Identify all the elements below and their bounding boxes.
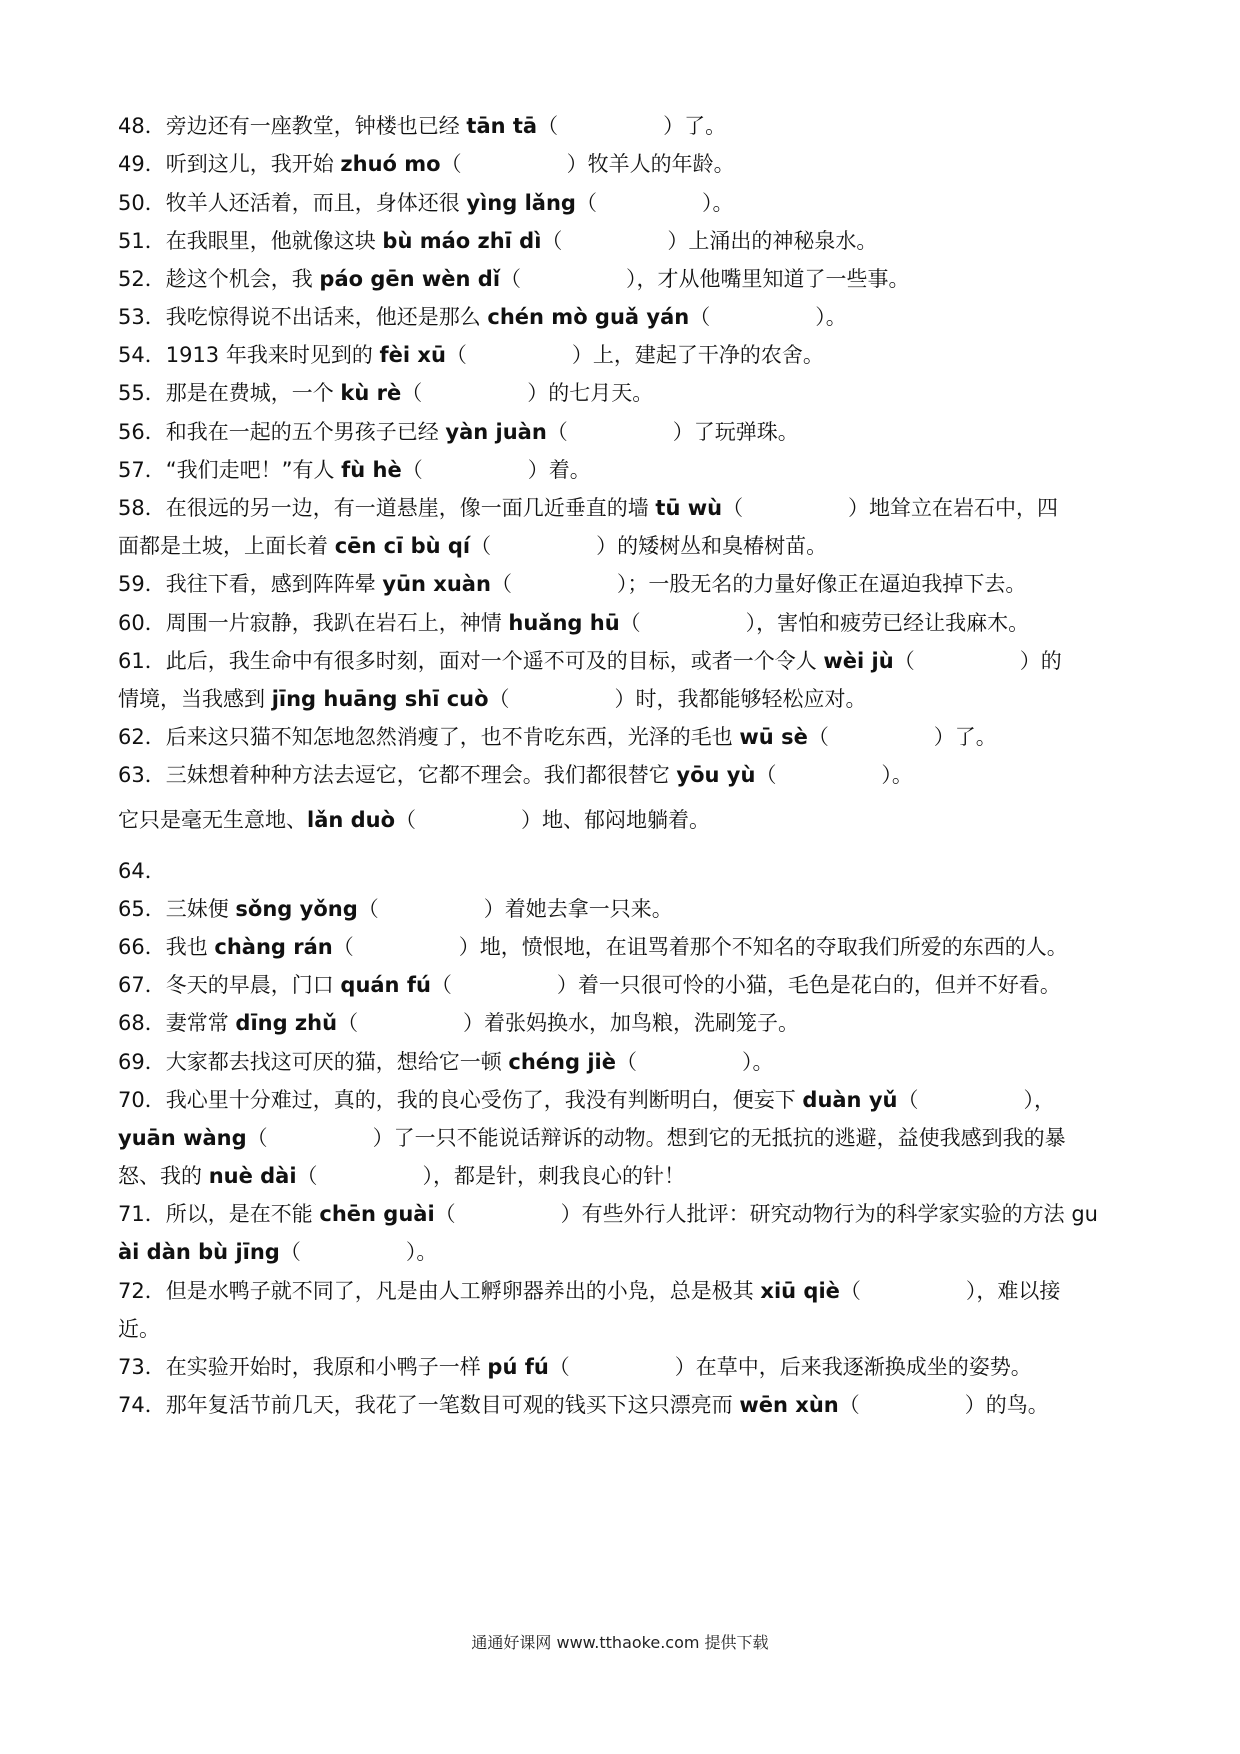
question-line: 面都是土坡，上面长着 cēn cī bù qí（ ）的矮树丛和臭椿树苗。 — [118, 534, 828, 558]
question-line: 54．1913 年我来时见到的 fèi xū（ ）上，建起了干净的农舍。 — [118, 343, 824, 367]
question-line: 48．旁边还有一座教堂，钟楼也已经 tān tā（ ）了。 — [118, 114, 727, 138]
question-line: 68．妻常常 dīng zhǔ（ ）着张妈换水，加鸟粮，洗刷笼子。 — [118, 1011, 800, 1035]
question-line: 67．冬天的早晨，门口 quán fú（ ）着一只很可怜的小猫，毛色是花白的，但并不好看。 — [118, 973, 1061, 997]
question-line: 60．周围一片寂静，我趴在岩石上，神情 huǎng hū（ ），害怕和疲劳已经让我麻木。 — [118, 611, 1030, 635]
question-line: ài dàn bù jīng（ ）。 — [118, 1240, 438, 1264]
question-line: 56．和我在一起的五个男孩子已经 yàn juàn（ ）了玩弹珠。 — [118, 420, 799, 444]
question-line: 57．“我们走吧！”有人 fù hè（ ）着。 — [118, 458, 591, 482]
question-line: 58．在很远的另一边，有一道悬崖，像一面几近垂直的墙 tū wù（ ）地耸立在岩石中，四 — [118, 496, 1059, 520]
question-line: 情境，当我感到 jīng huāng shī cuò（ ）时，我都能够轻松应对。 — [118, 687, 867, 711]
question-line: 72．但是水鸭子就不同了，凡是由人工孵卵器养出的小凫，总是极其 xiū qiè（ ），难以接 — [118, 1279, 1061, 1303]
question-line: 55．那是在费城，一个 kù rè（ ）的七月天。 — [118, 381, 654, 405]
question-line: 近。 — [118, 1317, 160, 1341]
question-line: 怒、我的 nuè dài（ ），都是针，刺我良心的针！ — [118, 1164, 686, 1188]
question-line: 它只是毫无生意地、lǎn duò（ ）地、郁闷地躺着。 — [118, 808, 711, 832]
question-line: yuān wàng（ ）了一只不能说话辩诉的动物。想到它的无抵抗的逃避，益使我感到我的暴 — [118, 1126, 1066, 1150]
question-line: 63．三妹想着种种方法去逗它，它都不理会。我们都很替它 yōu yù（ ）。 — [118, 763, 913, 787]
question-line: 50．牧羊人还活着，而且，身体还很 yìng lǎng（ ）。 — [118, 191, 734, 215]
question-line: 49．听到这儿，我开始 zhuó mo（ ）牧羊人的年龄。 — [118, 152, 735, 176]
question-line: 74．那年复活节前几天，我花了一笔数目可观的钱买下这只漂亮而 wēn xùn（ ）的鸟。 — [118, 1393, 1049, 1417]
question-line: 59．我往下看，感到阵阵晕 yūn xuàn（ ）；一股无名的力量好像正在逼迫我掉下去。 — [118, 572, 1027, 596]
question-line: 61．此后，我生命中有很多时刻，面对一个遥不可及的目标，或者一个令人 wèi jù（ ）的 — [118, 649, 1062, 673]
question-line: 65．三妹便 sǒng yǒng（ ）着她去拿一只来。 — [118, 897, 673, 921]
question-line: 71．所以，是在不能 chēn guài（ ）有些外行人批评：研究动物行为的科学家实验的方法 gu — [118, 1202, 1098, 1226]
question-line: 51．在我眼里，他就像这块 bù máo zhī dì（ ）上涌出的神秘泉水。 — [118, 229, 878, 253]
question-line: 70．我心里十分难过，真的，我的良心受伤了，我没有判断明白，便妄下 duàn yǔ（ ）， — [118, 1088, 1055, 1112]
question-line: 69．大家都去找这可厌的猫，想给它一顿 chéng jiè（ ）。 — [118, 1050, 774, 1074]
question-line: 73．在实验开始时，我原和小鸭子一样 pú fú（ ）在草中，后来我逐渐换成坐的姿势。 — [118, 1355, 1032, 1379]
question-line: 52．趁这个机会，我 páo gēn wèn dǐ（ ），才从他嘴里知道了一些事。 — [118, 267, 910, 291]
question-line: 64． — [118, 859, 166, 883]
question-line: 66．我也 chàng rán（ ）地，愤恨地，在诅骂着那个不知名的夺取我们所爱的东西的人。 — [118, 935, 1068, 959]
footer-credit: 通通好课网 www.tthaoke.com 提供下载 — [471, 1633, 769, 1652]
question-line: 53．我吃惊得说不出话来，他还是那么 chén mò guǎ yán（ ）。 — [118, 305, 847, 329]
question-line: 62．后来这只猫不知怎地忽然消瘦了，也不肯吃东西，光泽的毛也 wū sè（ ）了。 — [118, 725, 997, 749]
